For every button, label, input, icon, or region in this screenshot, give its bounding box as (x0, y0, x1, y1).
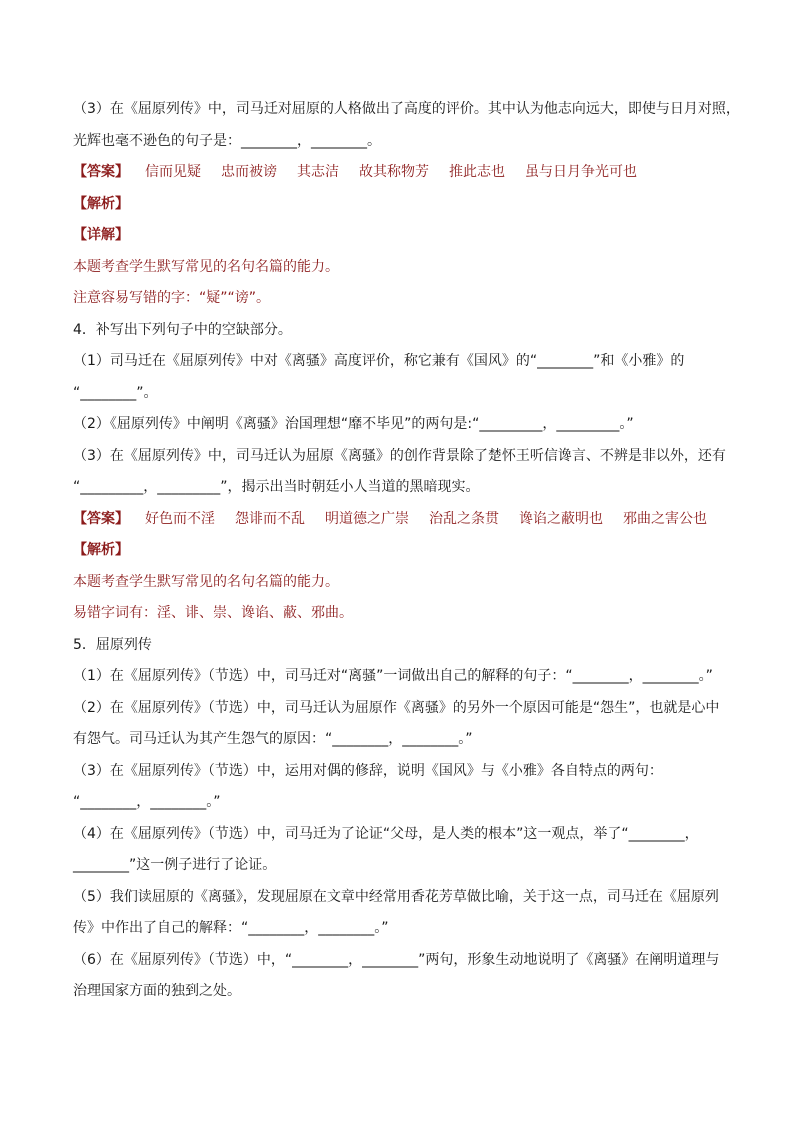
answer-item: 虽与日月争光可也 (525, 164, 637, 180)
q5-s3-line-2: “________，________。” (73, 794, 221, 810)
q3-note-1: 本题考查学生默写常见的名句名篇的能力。 (73, 258, 339, 275)
q4-s1-line-2: “________”。 (73, 384, 158, 401)
q4-note-1: 本题考查学生默写常见的名句名篇的能力。 (73, 573, 339, 590)
q5-s3-line-1: （3）在《屈原列传》（节选）中，运用对偶的修辞，说明《国风》与《小雅》各自特点的两句： (73, 762, 663, 779)
q5-s6-line-1: （6）在《屈原列传》（节选）中，“________，________”两句，形象生动地说明了《离骚》在阐明道理与 (73, 951, 720, 968)
answer-item: 邪曲之害公也 (623, 510, 707, 527)
q5-s5-line-1: （5）我们读屈原的《离骚》，发现屈原在文章中经常用香花芳草做比喻，关于这一点，司马迁在《屈原列 (73, 888, 719, 905)
q5-title: 5．屈原列传 (73, 636, 152, 653)
q4-s1-line-1: （1）司马迁在《屈原列传》中对《离骚》高度评价，称它兼有《国风》的“________”和《小雅》的 (73, 353, 685, 369)
q5-s5-line-2: 传》中作出了自己的解释：“________，________。” (73, 920, 389, 936)
q3-answer-row (73, 161, 733, 183)
q4-note-2: 易错字词有：淫、诽、崇、谗谄、蔽、邪曲。 (73, 605, 353, 621)
answer-item: 治乱之条贯 (429, 510, 499, 527)
answer-item: 怨诽而不乱 (235, 510, 305, 527)
answer-item: 信而见疑 (145, 164, 201, 180)
answer-item: 明道德之广崇 (325, 510, 409, 527)
q4-s3-line-2: “_________，_________”，揭示出当时朝廷小人当道的黑暗现实。 (73, 479, 480, 495)
answer-label: 【答案】 (73, 510, 129, 527)
q3-line-1: （3）在《屈原列传》中，司马迁对屈原的人格做出了高度的评价。其中认为他志向远大，即使与日月对照， (73, 101, 740, 117)
q4-answer-row (73, 508, 733, 530)
q3-note-2: 注意容易写错的字：“疑”“谤”。 (73, 290, 271, 306)
q4-s2: （2）《屈原列传》中阐明《离骚》治国理想“靡不毕见”的两句是:“_________，_________。” (73, 416, 634, 432)
q3-line-2: 光辉也毫不逊色的句子是：________，________。 (73, 132, 381, 149)
answer-label: 【答案】 (73, 164, 129, 180)
answer-item: 故其称物芳 (359, 164, 429, 180)
answer-item: 其志洁 (297, 164, 339, 180)
q5-s1: （1）在《屈原列传》（节选）中，司马迁对“离骚”一词做出自己的解释的句子：“________，________。” (73, 668, 713, 684)
answer-item: 谗谄之蔽明也 (519, 510, 603, 527)
q5-s4-line-2: ________”这一例子进行了论证。 (73, 857, 277, 873)
q4-title: 4．补写出下列句子中的空缺部分。 (73, 321, 292, 338)
analysis-label: 【解析】 (73, 542, 129, 558)
analysis-label: 【解析】 (73, 195, 129, 212)
q5-s2-line-1: （2）在《屈原列传》（节选）中，司马迁认为屈原作《离骚》的另外一个原因可能是“怨生”，也就是心中 (73, 699, 720, 716)
q5-s4-line-1: （4）在《屈原列传》（节选）中，司马迁为了论证“父母，是人类的根本”这一观点，举了“________， (73, 825, 699, 842)
detail-label: 【详解】 (73, 227, 129, 243)
q5-s2-line-2: 有怨气。司马迁认为其产生怨气的原因：“________，________。” (73, 731, 473, 747)
answer-item: 忠而被谤 (221, 164, 277, 180)
document-page (73, 98, 740, 1002)
q4-s3-line-1: （3）在《屈原列传》中，司马迁认为屈原《离骚》的创作背景除了楚怀王听信谗言、不辨是非以外，还有 (73, 447, 726, 464)
answer-item: 推此志也 (449, 164, 505, 180)
answer-item: 好色而不淫 (145, 510, 215, 527)
q5-s6-line-2: 治理国家方面的独到之处。 (73, 983, 241, 999)
